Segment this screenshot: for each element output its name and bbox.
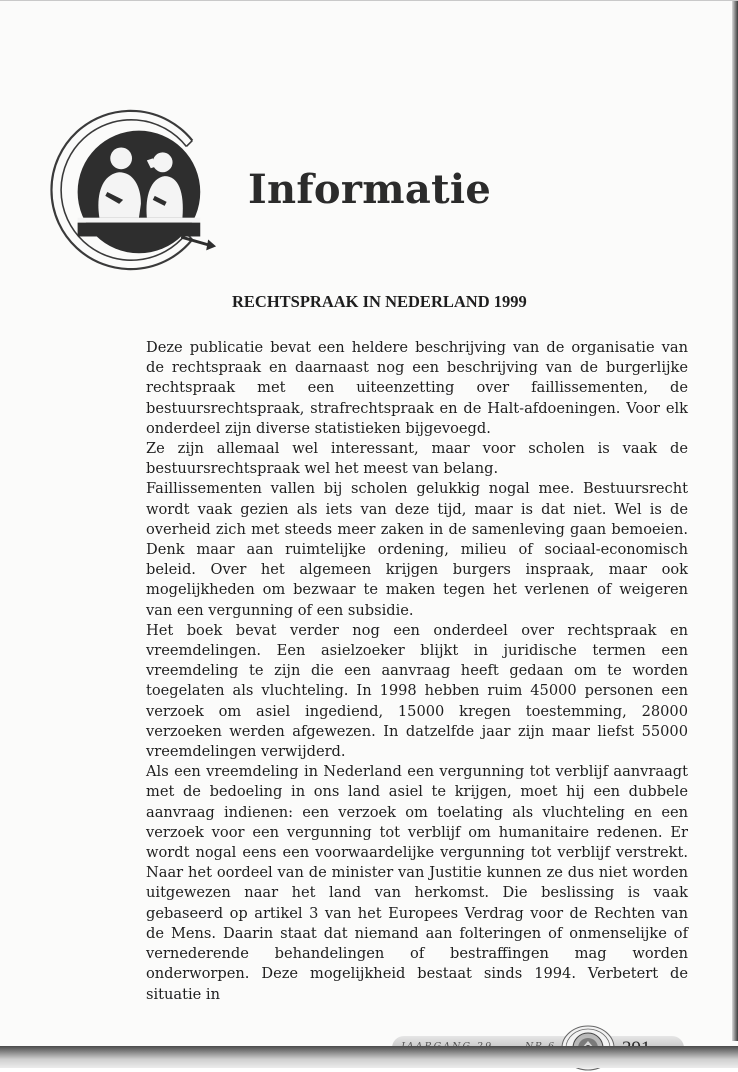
paragraph: Faillissementen vallen bij scholen gelukkig nogal mee. Bestuursrecht wordt vaak gezien als iets van deze tijd, maar is dat niet. Wel is de overheid zich met steeds meer zaken in de samenleving gaan bemoeien. Denk maar aan ruimtelijke ordening, milieu of sociaal-economisch beleid. Over het algemeen krijgen burgers inspraak, maar ook mogelijkheden om bezwaar te maken tegen het verlenen of weigeren van een vergunning of een subsidie. [146, 480, 688, 619]
page-title: Informatie [248, 166, 492, 213]
article-heading: RECHTSPRAAK IN NEDERLAND 1999 [232, 292, 527, 311]
paragraph: Het boek bevat verder nog een onderdeel over rechtspraak en vreemdelingen. Een asielzoeker blijkt in juridische termen een vreemdeling te zijn die een aanvraag heeft gedaan om te worden toegelaten als vluchteling. In 1998 hebben ruim 45000 personen een verzoek om asiel ingediend, 15000 kregen toestemming, 28000 verzoeken werden afgewezen. In datzelfde jaar zijn maar liefst 55000 vreemdelingen verwijderd. [146, 621, 688, 761]
paragraph: Als een vreemdeling in Nederland een vergunning tot verblijf aanvraagt met de bedoeling in ons land asiel te krijgen, moet hij een dubbele aanvraag indienen: een verzoek om toelating als vluchteling en een verzoek voor een vergunning tot verblijf om humanitaire redenen. Er wordt nogal eens een voorwaardelijke vergunning tot verblijf verstrekt. Naar het oordeel van de minister van Justitie kunnen ze dus niet worden uitgewezen naar het land van herkomst. Die beslissing is vaak gebaseerd op artikel 3 van het Europees Verdrag voor de Rechten van de Mens. Daarin staat dat niemand aan folteringen of onmenselijke of vernederende behandelingen of bestraffingen mag worden onderworpen. Deze mogelijkheid bestaat sinds 1994. Verbetert de situatie in [146, 763, 688, 1003]
page-bottom-shadow [0, 1046, 738, 1068]
paragraph: Ze zijn allemaal wel interessant, maar voor scholen is vaak de bestuursrechtspraak wel het meest van belang. [146, 440, 688, 478]
conversation-logo-icon [44, 101, 222, 279]
page-edge-shadow [732, 1, 738, 1041]
article-body [146, 338, 688, 1005]
paragraph: Deze publicatie bevat een heldere beschrijving van de organisatie van de rechtspraak en daarnaast nog een beschrijving van de burgerlijke rechtspraak met een uiteenzetting over faillissementen, de bestuursrechtspraak, strafrechtspraak en de Halt-afdoeningen. Voor elk onderdeel zijn diverse statistieken bijgevoegd. [146, 339, 688, 437]
